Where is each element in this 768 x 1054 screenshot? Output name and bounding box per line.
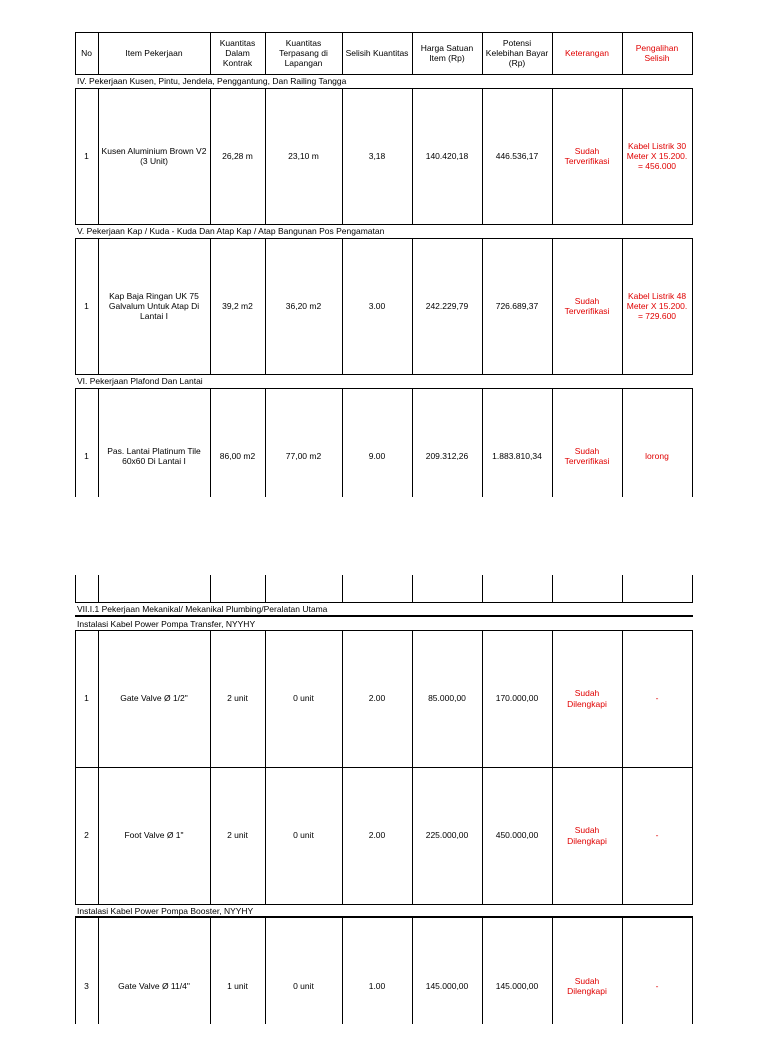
row-keterangan: Sudah Terverifikasi bbox=[564, 445, 610, 466]
row-lapangan: 77,00 m2 bbox=[285, 450, 322, 461]
row-potensi: 145.000,00 bbox=[495, 980, 539, 991]
row-no: 3 bbox=[84, 980, 89, 991]
row-potensi: 1.883.810,34 bbox=[492, 450, 542, 461]
header-potensi: Potensi Kelebihan Bayar (Rp) bbox=[485, 37, 549, 69]
row-no: 1 bbox=[84, 300, 89, 311]
row-selisih: 3.00 bbox=[368, 300, 386, 311]
subsection-title-booster: Instalasi Kabel Power Pompa Booster, NYYHY bbox=[77, 906, 254, 916]
row-harga: 242.229,79 bbox=[425, 300, 469, 311]
row-pengalihan: lorong bbox=[645, 450, 669, 461]
row-harga: 145.000,00 bbox=[425, 980, 469, 991]
header-no: No bbox=[81, 47, 92, 58]
row-potensi: 446.536,17 bbox=[495, 150, 539, 161]
row-kontrak: 86,00 m2 bbox=[219, 450, 256, 461]
row-lapangan: 23,10 m bbox=[288, 150, 319, 161]
row-pengalihan: - bbox=[655, 980, 659, 991]
row-harga: 140.420,18 bbox=[425, 150, 469, 161]
row-keterangan: Sudah Dilengkapi bbox=[567, 975, 607, 996]
row-pengalihan: Kabel Listrik 48 Meter X 15.200. = 729.600 bbox=[626, 290, 688, 322]
row-kontrak: 2 unit bbox=[227, 693, 248, 704]
row-kontrak: 26,28 m bbox=[222, 150, 253, 161]
row-item: Gate Valve Ø 11/4" bbox=[118, 980, 190, 991]
section-title-v: V. Pekerjaan Kap / Kuda - Kuda Dan Atap Kap / Atap Bangunan Pos Pengamatan bbox=[77, 226, 385, 236]
row-potensi: 450.000,00 bbox=[495, 830, 539, 841]
row-lapangan: 0 unit bbox=[293, 830, 314, 841]
row-pengalihan: Kabel Listrik 30 Meter X 15.200. = 456.000 bbox=[626, 140, 688, 172]
row-keterangan: Sudah Terverifikasi bbox=[564, 295, 610, 316]
row-no: 1 bbox=[84, 150, 89, 161]
row-lapangan: 0 unit bbox=[293, 693, 314, 704]
row-no: 1 bbox=[84, 693, 89, 704]
row-selisih: 3,18 bbox=[368, 150, 386, 161]
row-kontrak: 39,2 m2 bbox=[222, 300, 253, 311]
header-kuantitas-lapangan: Kuantitas Terpasang di Lapangan bbox=[279, 37, 328, 69]
row-selisih: 2.00 bbox=[368, 830, 386, 841]
row-potensi: 726.689,37 bbox=[495, 300, 539, 311]
row-item: Kusen Aluminium Brown V2 (3 Unit) bbox=[101, 145, 207, 166]
row-lapangan: 0 unit bbox=[293, 980, 314, 991]
row-lapangan: 36,20 m2 bbox=[285, 300, 322, 311]
row-item: Foot Valve Ø 1" bbox=[124, 830, 184, 841]
row-potensi: 170.000,00 bbox=[495, 693, 539, 704]
header-item: Item Pekerjaan bbox=[125, 47, 183, 58]
row-selisih: 2.00 bbox=[368, 693, 386, 704]
section-title-iv: IV. Pekerjaan Kusen, Pintu, Jendela, Penggantung, Dan Railing Tangga bbox=[77, 76, 347, 86]
row-keterangan: Sudah Terverifikasi bbox=[564, 145, 610, 166]
row-keterangan: Sudah Dilengkapi bbox=[567, 688, 607, 709]
row-no: 2 bbox=[84, 830, 89, 841]
header-kuantitas-kontrak: Kuantitas Dalam Kontrak bbox=[219, 37, 256, 69]
row-pengalihan: - bbox=[655, 693, 659, 704]
row-keterangan: Sudah Dilengkapi bbox=[567, 825, 607, 846]
section-title-vii: VII.I.1 Pekerjaan Mekanikal/ Mekanikal Plumbing/Peralatan Utama bbox=[77, 604, 328, 614]
row-pengalihan: - bbox=[655, 830, 659, 841]
row-item: Gate Valve Ø 1/2" bbox=[120, 693, 188, 704]
row-harga: 85.000,00 bbox=[428, 693, 466, 704]
row-harga: 209.312,26 bbox=[425, 450, 469, 461]
header-keterangan: Keterangan bbox=[565, 47, 609, 58]
header-selisih: Selisih Kuantitas bbox=[345, 47, 409, 58]
row-kontrak: 2 unit bbox=[227, 830, 248, 841]
row-selisih: 1.00 bbox=[368, 980, 386, 991]
row-item: Pas. Lantai Platinum Tile 60x60 Di Lantai I bbox=[107, 445, 201, 466]
row-item: Kap Baja Ringan UK 75 Galvalum Untuk Atap Di Lantai I bbox=[108, 290, 200, 322]
row-harga: 225.000,00 bbox=[425, 830, 469, 841]
header-harga: Harga Satuan Item (Rp) bbox=[420, 42, 474, 63]
header-pengalihan: Pengalihan Selisih bbox=[635, 42, 679, 63]
row-no: 1 bbox=[84, 450, 89, 461]
section-title-vi: VI. Pekerjaan Plafond Dan Lantai bbox=[77, 376, 203, 386]
row-kontrak: 1 unit bbox=[227, 980, 248, 991]
subsection-title-transfer: Instalasi Kabel Power Pompa Transfer, NYYHY bbox=[77, 619, 256, 629]
row-selisih: 9.00 bbox=[368, 450, 386, 461]
